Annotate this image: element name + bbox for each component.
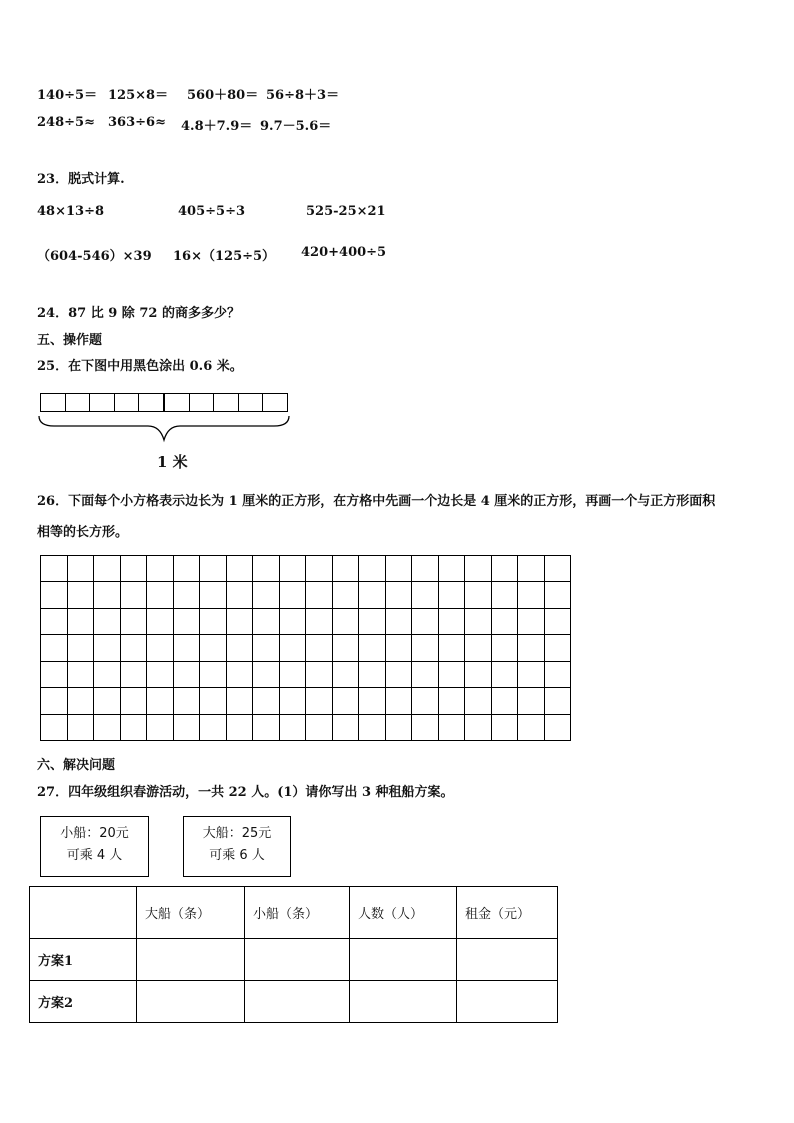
grid-cell[interactable] — [41, 556, 68, 582]
grid-cell[interactable] — [465, 715, 492, 741]
ruler-segment[interactable] — [115, 394, 140, 411]
header-big-boat: 大船（条） — [137, 887, 245, 939]
grid-cell[interactable] — [306, 715, 333, 741]
grid-cell[interactable] — [94, 556, 121, 582]
grid-cell[interactable] — [174, 662, 201, 688]
grid-cell[interactable] — [333, 635, 360, 661]
grid-cell[interactable] — [518, 609, 545, 635]
grid-cell[interactable] — [200, 715, 227, 741]
grid-cell[interactable] — [174, 609, 201, 635]
grid-cell[interactable] — [227, 715, 254, 741]
grid-cell[interactable] — [94, 688, 121, 714]
grid-cell[interactable] — [518, 688, 545, 714]
grid-cell[interactable] — [227, 556, 254, 582]
grid-cell[interactable] — [359, 715, 386, 741]
grid-cell[interactable] — [333, 582, 360, 608]
grid-cell[interactable] — [492, 609, 519, 635]
grid-cell[interactable] — [121, 635, 148, 661]
q23-expr-5: 16×（125÷5） — [173, 249, 276, 264]
q23-expr-1: 48×13÷8 — [37, 204, 105, 219]
ruler-segment[interactable] — [239, 394, 264, 411]
grid-cell[interactable] — [68, 715, 95, 741]
grid-cell[interactable] — [147, 715, 174, 741]
grid-cell[interactable] — [545, 582, 572, 608]
grid-cell[interactable] — [200, 662, 227, 688]
brace-icon — [36, 414, 294, 444]
grid-cell[interactable] — [174, 715, 201, 741]
grid-cell[interactable] — [280, 715, 307, 741]
rental-plan-table — [29, 886, 558, 1023]
grid-cell[interactable] — [227, 582, 254, 608]
grid-cell[interactable] — [147, 688, 174, 714]
oral-calc-2-3: 4.8＋7.9＝ — [181, 119, 253, 134]
grid-cell[interactable] — [280, 609, 307, 635]
grid-cell[interactable] — [439, 688, 466, 714]
grid-cell[interactable] — [333, 609, 360, 635]
grid-cell[interactable] — [333, 662, 360, 688]
ruler-segment[interactable] — [66, 394, 91, 411]
grid-cell[interactable] — [147, 662, 174, 688]
grid-cell[interactable] — [439, 556, 466, 582]
grid-cell[interactable] — [147, 609, 174, 635]
grid-cell[interactable] — [306, 556, 333, 582]
ruler-segment[interactable] — [165, 394, 190, 411]
grid-cell[interactable] — [386, 582, 413, 608]
answer-cell[interactable] — [350, 939, 457, 981]
header-empty — [30, 887, 137, 939]
grid-cell[interactable] — [200, 556, 227, 582]
header-rent: 租金（元） — [457, 887, 558, 939]
grid-cell[interactable] — [545, 609, 572, 635]
oral-calc-2-4: 9.7－5.6＝ — [260, 119, 332, 134]
grid-cell[interactable] — [412, 609, 439, 635]
ruler-segment[interactable] — [139, 394, 165, 411]
grid-cell[interactable] — [227, 688, 254, 714]
grid-cell[interactable] — [306, 635, 333, 661]
grid-cell[interactable] — [412, 556, 439, 582]
big-boat-price: 大船：25元 — [202, 826, 272, 841]
grid-cell[interactable] — [492, 556, 519, 582]
grid-cell[interactable] — [253, 609, 280, 635]
grid-cell[interactable] — [439, 609, 466, 635]
grid-cell[interactable] — [280, 556, 307, 582]
header-people: 人数（人） — [350, 887, 457, 939]
small-boat-capacity: 可乘 4 人 — [66, 848, 123, 863]
grid-cell[interactable] — [492, 662, 519, 688]
row-label-plan1: 方案1 — [30, 939, 137, 981]
grid-cell[interactable] — [439, 582, 466, 608]
grid-cell[interactable] — [412, 688, 439, 714]
grid-cell[interactable] — [439, 635, 466, 661]
grid-cell[interactable] — [121, 609, 148, 635]
ruler-segment[interactable] — [190, 394, 215, 411]
grid-cell[interactable] — [68, 556, 95, 582]
grid-cell[interactable] — [200, 582, 227, 608]
grid-cell[interactable] — [121, 662, 148, 688]
grid-cell[interactable] — [518, 662, 545, 688]
grid-cell[interactable] — [94, 662, 121, 688]
grid-cell[interactable] — [227, 635, 254, 661]
answer-cell[interactable] — [245, 939, 350, 981]
grid-cell[interactable] — [121, 715, 148, 741]
grid-cell[interactable] — [359, 662, 386, 688]
grid-cell[interactable] — [68, 582, 95, 608]
grid-cell[interactable] — [359, 582, 386, 608]
grid-cell[interactable] — [439, 715, 466, 741]
grid-cell[interactable] — [465, 662, 492, 688]
table-row — [30, 981, 558, 1023]
ruler-segment[interactable] — [214, 394, 239, 411]
grid-cell[interactable] — [227, 662, 254, 688]
grid-cell[interactable] — [200, 635, 227, 661]
section5-title: 五、操作题 — [37, 333, 103, 348]
grid-cell[interactable] — [386, 556, 413, 582]
grid-cell[interactable] — [280, 582, 307, 608]
grid-cell[interactable] — [94, 582, 121, 608]
grid-cell[interactable] — [492, 582, 519, 608]
answer-cell[interactable] — [457, 939, 558, 981]
grid-cell[interactable] — [41, 635, 68, 661]
grid-cell[interactable] — [518, 635, 545, 661]
q23-expr-4: （604-546）×39 — [37, 249, 152, 264]
grid-cell[interactable] — [412, 582, 439, 608]
grid-cell[interactable] — [465, 635, 492, 661]
ruler-segment[interactable] — [263, 394, 287, 411]
q24-text: 24．87 比 9 除 72 的商多多少？ — [37, 306, 240, 321]
ruler-segment[interactable] — [90, 394, 115, 411]
small-boat-price: 小船：20元 — [60, 826, 129, 841]
ruler-label: 1 米 — [157, 453, 188, 471]
big-boat-capacity: 可乘 6 人 — [209, 848, 265, 863]
grid-cell[interactable] — [174, 688, 201, 714]
grid-cell[interactable] — [280, 662, 307, 688]
grid-cell[interactable] — [280, 688, 307, 714]
table-header-row — [30, 887, 558, 939]
grid-cell[interactable] — [121, 688, 148, 714]
grid-cell[interactable] — [359, 609, 386, 635]
grid-cell[interactable] — [253, 582, 280, 608]
grid-cell[interactable] — [545, 635, 572, 661]
grid-cell[interactable] — [147, 635, 174, 661]
grid-cell[interactable] — [386, 635, 413, 661]
small-boat-card — [40, 816, 149, 877]
grid-cell[interactable] — [359, 635, 386, 661]
grid-cell[interactable] — [359, 688, 386, 714]
q25-text: 25．在下图中用黑色涂出 0.6 米。 — [37, 359, 243, 374]
q23-expr-2: 405÷5÷3 — [178, 204, 246, 219]
answer-cell[interactable] — [350, 981, 457, 1023]
oral-calc-1-3: 560＋80＝ — [187, 88, 259, 103]
grid-cell[interactable] — [386, 609, 413, 635]
grid-cell[interactable] — [41, 715, 68, 741]
answer-cell[interactable] — [457, 981, 558, 1023]
grid-cell[interactable] — [412, 662, 439, 688]
square-grid[interactable] — [40, 555, 571, 741]
answer-cell[interactable] — [137, 981, 245, 1023]
grid-cell[interactable] — [545, 688, 572, 714]
answer-cell[interactable] — [137, 939, 245, 981]
grid-cell[interactable] — [412, 715, 439, 741]
grid-cell[interactable] — [68, 609, 95, 635]
grid-cell[interactable] — [518, 582, 545, 608]
answer-cell[interactable] — [245, 981, 350, 1023]
grid-cell[interactable] — [147, 556, 174, 582]
grid-cell[interactable] — [359, 556, 386, 582]
section6-title: 六、解决问题 — [37, 758, 116, 773]
grid-cell[interactable] — [94, 609, 121, 635]
grid-cell[interactable] — [94, 635, 121, 661]
grid-cell[interactable] — [227, 609, 254, 635]
grid-cell[interactable] — [306, 662, 333, 688]
table-row — [30, 939, 558, 981]
grid-cell[interactable] — [306, 609, 333, 635]
grid-cell[interactable] — [174, 635, 201, 661]
grid-cell[interactable] — [439, 662, 466, 688]
grid-cell[interactable] — [253, 556, 280, 582]
grid-cell[interactable] — [412, 635, 439, 661]
ruler-segment[interactable] — [41, 394, 66, 411]
grid-cell[interactable] — [68, 662, 95, 688]
oral-calc-1-4: 56÷8＋3＝ — [266, 88, 340, 103]
row-label-plan2: 方案2 — [30, 981, 137, 1023]
q23-expr-3: 525-25×21 — [306, 204, 386, 219]
grid-cell[interactable] — [174, 582, 201, 608]
grid-cell[interactable] — [147, 582, 174, 608]
q23-title: 23．脱式计算. — [37, 172, 125, 187]
grid-cell[interactable] — [253, 662, 280, 688]
grid-cell[interactable] — [306, 582, 333, 608]
oral-calc-2-2: 363÷6≈ — [108, 115, 166, 130]
grid-cell[interactable] — [386, 662, 413, 688]
grid-cell[interactable] — [200, 688, 227, 714]
grid-cell[interactable] — [121, 556, 148, 582]
grid-cell[interactable] — [333, 688, 360, 714]
grid-cell[interactable] — [465, 582, 492, 608]
oral-calc-1-1: 140÷5＝ — [37, 88, 98, 103]
q27-text: 27．四年级组织春游活动，一共 22 人。(1）请你写出 3 种租船方案。 — [37, 785, 454, 800]
grid-cell[interactable] — [545, 662, 572, 688]
grid-cell[interactable] — [492, 688, 519, 714]
grid-cell[interactable] — [465, 688, 492, 714]
grid-cell[interactable] — [545, 556, 572, 582]
big-boat-card — [183, 816, 291, 877]
grid-cell[interactable] — [253, 635, 280, 661]
grid-cell[interactable] — [518, 556, 545, 582]
grid-cell[interactable] — [41, 688, 68, 714]
grid-cell[interactable] — [386, 688, 413, 714]
grid-cell[interactable] — [518, 715, 545, 741]
grid-cell[interactable] — [333, 556, 360, 582]
grid-cell[interactable] — [545, 715, 572, 741]
q26-line1: 26．下面每个小方格表示边长为 1 厘米的正方形，在方格中先画一个边长是 4 厘米的正方形，再画一个与正方形面积 — [37, 494, 716, 509]
grid-cell[interactable] — [492, 635, 519, 661]
oral-calc-1-2: 125×8＝ — [108, 88, 169, 103]
grid-cell[interactable] — [465, 609, 492, 635]
grid-cell[interactable] — [68, 635, 95, 661]
grid-cell[interactable] — [253, 688, 280, 714]
grid-cell[interactable] — [306, 688, 333, 714]
grid-cell[interactable] — [465, 556, 492, 582]
q26-line2: 相等的长方形。 — [37, 525, 129, 540]
q23-expr-6: 420+400÷5 — [301, 245, 387, 260]
header-small-boat: 小船（条） — [245, 887, 350, 939]
grid-cell[interactable] — [200, 609, 227, 635]
grid-cell[interactable] — [41, 582, 68, 608]
grid-cell[interactable] — [253, 715, 280, 741]
grid-cell[interactable] — [386, 715, 413, 741]
grid-cell[interactable] — [41, 662, 68, 688]
grid-cell[interactable] — [41, 609, 68, 635]
grid-cell[interactable] — [94, 715, 121, 741]
grid-cell[interactable] — [68, 688, 95, 714]
grid-cell[interactable] — [333, 715, 360, 741]
oral-calc-2-1: 248÷5≈ — [37, 115, 95, 130]
grid-cell[interactable] — [174, 556, 201, 582]
meter-ruler[interactable] — [40, 393, 288, 412]
grid-cell[interactable] — [492, 715, 519, 741]
grid-cell[interactable] — [121, 582, 148, 608]
grid-cell[interactable] — [280, 635, 307, 661]
